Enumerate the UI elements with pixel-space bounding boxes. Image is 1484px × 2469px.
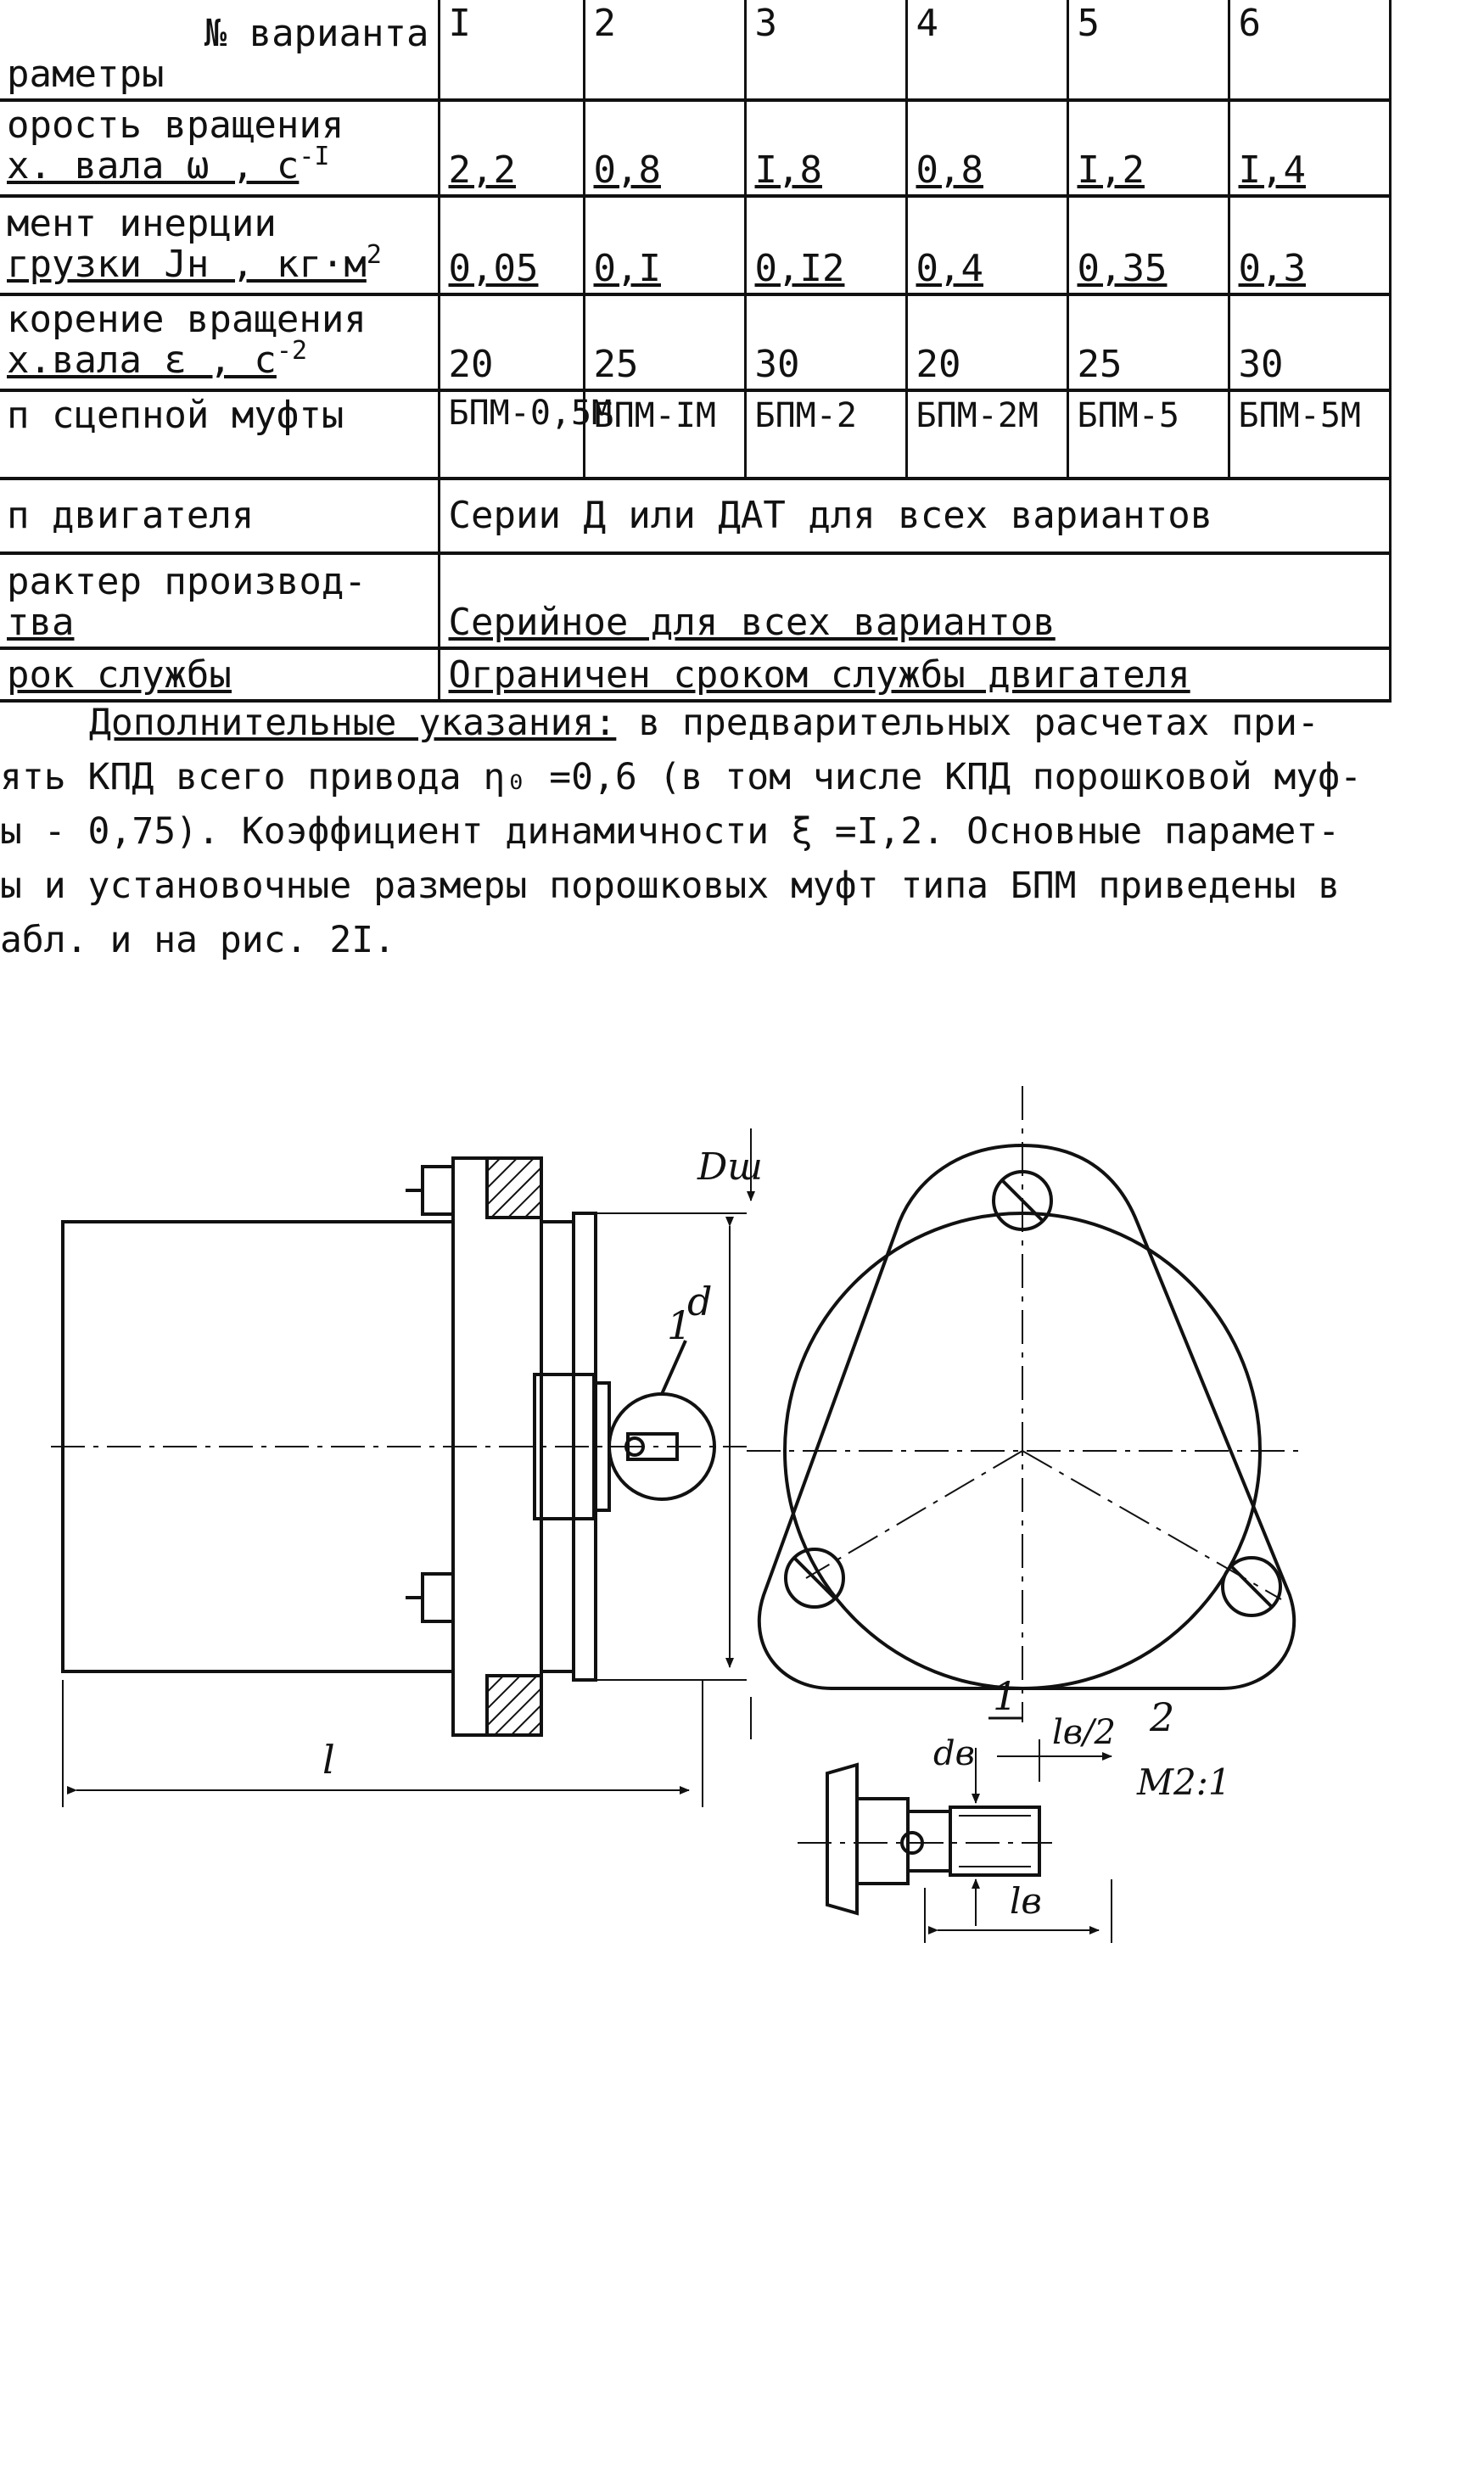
cell-value: I,2 xyxy=(1067,100,1229,196)
row-label-line1: рок службы xyxy=(7,653,232,697)
cell-value: 0,I xyxy=(584,196,745,294)
side-view xyxy=(51,1128,763,1807)
dim-dv-label: dв xyxy=(933,1734,975,1773)
table-row xyxy=(0,479,1390,553)
callout-leader xyxy=(662,1341,686,1394)
scale-label: М2:1 xyxy=(1137,1761,1231,1803)
cell-value: I,8 xyxy=(745,100,906,196)
view-label-1: 1 xyxy=(993,1673,1018,1719)
screw-bottom xyxy=(423,1574,453,1621)
header-param-cell xyxy=(0,0,439,100)
dim-l-label: l xyxy=(322,1737,335,1783)
row-label-cell xyxy=(0,553,439,648)
cell-value: 0,8 xyxy=(584,100,745,196)
row-label-cell xyxy=(0,100,439,196)
row-label-line1: мент инерции xyxy=(7,202,277,245)
notes-line: ы и установочные размеры порошковых муфт типа БПМ приведены в xyxy=(0,865,1341,907)
cell-value: I,4 xyxy=(1229,100,1390,196)
header-variant-2: 2 xyxy=(584,0,745,100)
cell-value: 0,35 xyxy=(1067,196,1229,294)
row-label-unit-sup: 2 xyxy=(366,240,382,270)
table-row xyxy=(0,553,1390,648)
notes-line1-text: в предварительных расчетах при- xyxy=(616,702,1319,744)
centerline-left xyxy=(806,1451,1022,1578)
header-params-label: раметры xyxy=(7,53,165,96)
row-label-line1: рактер производ- xyxy=(7,560,367,603)
header-variant-5: 5 xyxy=(1067,0,1229,100)
screw-collar xyxy=(857,1799,908,1884)
cell-value: БПМ-5 xyxy=(1067,390,1229,479)
detail-view xyxy=(798,1673,1231,1943)
row-label-cell xyxy=(0,648,439,701)
table-row xyxy=(0,294,1390,390)
parameters-table xyxy=(0,0,1392,703)
cell-value: БПМ-IМ xyxy=(584,390,745,479)
table-row xyxy=(0,390,1390,479)
cell-value: 25 xyxy=(1067,294,1229,390)
dim-lv2-label: lв/2 xyxy=(1052,1713,1116,1752)
cell-value: БПМ-2М xyxy=(906,390,1067,479)
screw-head xyxy=(827,1765,857,1913)
header-variant-6: 6 xyxy=(1229,0,1390,100)
cell-value: 20 xyxy=(439,294,584,390)
screw-thread xyxy=(950,1807,1039,1875)
cell-value: 0,05 xyxy=(439,196,584,294)
cell-value: 25 xyxy=(584,294,745,390)
cell-value: 20 xyxy=(906,294,1067,390)
notes-line xyxy=(0,696,1400,750)
cell-value: 30 xyxy=(745,294,906,390)
header-variant-label: № варианта xyxy=(204,12,429,55)
cell-value: 0,8 xyxy=(906,100,1067,196)
row-label-cell xyxy=(0,390,439,479)
dim-dsh-label: Dш xyxy=(697,1145,763,1189)
span-value-cell: Серийное для всех вариантов xyxy=(439,553,1390,648)
additional-notes xyxy=(0,696,1400,967)
row-label-cell xyxy=(0,196,439,294)
row-label-unit-sup: -I xyxy=(299,142,330,171)
table-header-row xyxy=(0,0,1390,100)
span-value-cell: Серии Д или ДАТ для всех вариантов xyxy=(439,479,1390,553)
front-view xyxy=(747,1086,1298,1722)
mount-hole-right-mark xyxy=(1230,1565,1273,1608)
view-label-2: 2 xyxy=(1150,1694,1175,1740)
cell-value: БПМ-2 xyxy=(745,390,906,479)
row-label-cell xyxy=(0,479,439,553)
callout-label: 1 xyxy=(667,1302,692,1348)
coupling-drawing xyxy=(0,1086,1484,2444)
header-variant-1: I xyxy=(439,0,584,100)
notes-line: ы - 0,75). Коэффициент динамичности ξ =I,2. Основные парамет- xyxy=(0,810,1341,853)
screw-top xyxy=(423,1167,453,1214)
cell-value: 2,2 xyxy=(439,100,584,196)
cell-value: 0,3 xyxy=(1229,196,1390,294)
flange-outline xyxy=(759,1145,1294,1688)
row-label-line1: корение вращения xyxy=(7,298,367,341)
cell-value: 30 xyxy=(1229,294,1390,390)
table-row xyxy=(0,196,1390,294)
header-variant-4: 4 xyxy=(906,0,1067,100)
dim-lv-label: lв xyxy=(1010,1880,1042,1922)
header-variant-3: 3 xyxy=(745,0,906,100)
cell-value: 0,I2 xyxy=(745,196,906,294)
row-label-line1: п двигателя xyxy=(7,494,255,537)
cell-value: БПМ-5М xyxy=(1229,390,1390,479)
row-label-line1: орость вращения xyxy=(7,104,344,147)
flange-section-bottom xyxy=(487,1676,541,1735)
notes-heading: Дополнительные указания: xyxy=(89,702,617,744)
row-label-line1: п сцепной муфты xyxy=(7,394,344,437)
row-label-line2: х. вала ω , с xyxy=(7,144,300,188)
row-label-line2: грузки Jн , кг·м xyxy=(7,243,367,286)
screw-shank xyxy=(908,1811,950,1871)
row-label-cell xyxy=(0,294,439,390)
flange-section-top xyxy=(487,1158,541,1218)
table-row xyxy=(0,648,1390,701)
notes-line: ять КПД всего привода η₀ =0,6 (в том числе КПД порошковой муф- xyxy=(0,756,1363,798)
row-label-line2: х.вала ε , с xyxy=(7,339,277,382)
row-label-line2: тва xyxy=(7,601,75,644)
row-label-unit-sup: -2 xyxy=(276,336,308,366)
dim-d-label: d xyxy=(687,1279,713,1324)
cell-value: БПМ-0,5М xyxy=(439,390,584,479)
span-value-cell: Ограничен сроком службы двигателя xyxy=(439,648,1390,701)
cell-value: 0,4 xyxy=(906,196,1067,294)
table-row xyxy=(0,100,1390,196)
notes-line: абл. и на рис. 2I. xyxy=(0,919,395,961)
